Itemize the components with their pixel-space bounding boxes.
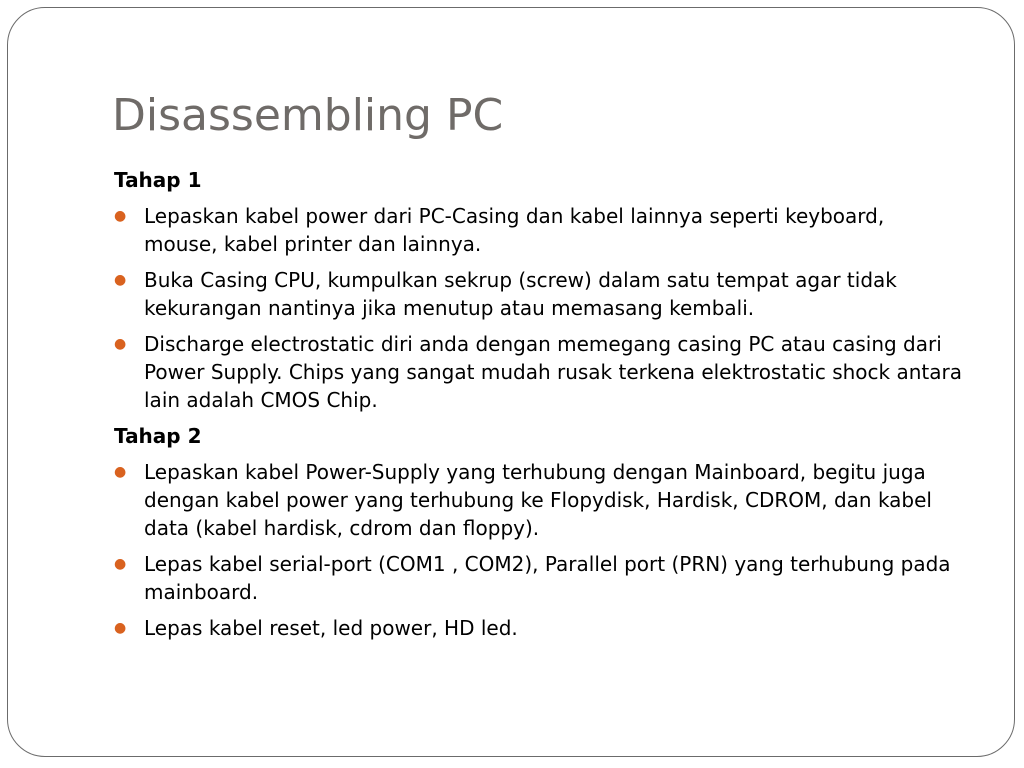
list-item-text: Lepaskan kabel Power-Supply yang terhubung dengan Mainboard, begitu juga dengan kabel power yang terhubung ke Flopydisk, Hardisk, CDROM, dan kabel data (kabel hardisk, cdrom dan floppy). (144, 460, 932, 540)
list-item-text: Buka Casing CPU, kumpulkan sekrup (screw) dalam satu tempat agar tidak kekurangan nantinya jika menutup atau memasang kembali. (144, 268, 897, 320)
list-item-text: Lepaskan kabel power dari PC-Casing dan kabel lainnya seperti keyboard, mouse, kabel printer dan lainnya. (144, 204, 885, 256)
list-item-text: Lepas kabel reset, led power, HD led. (144, 616, 518, 640)
list-item (114, 458, 964, 542)
slide-content (114, 166, 964, 650)
bullet-icon: ● (114, 208, 127, 224)
section-heading-tahap-2: Tahap 2 (114, 424, 202, 448)
list-item-text: Discharge electrostatic diri anda dengan memegang casing PC atau casing dari Power Supply. Chips yang sangat mudah rusak terkena elektrostatic shock antara lain adalah CMOS Chip. (144, 332, 962, 412)
slide-title: Disassembling PC (112, 90, 504, 141)
bullet-icon: ● (114, 620, 127, 636)
list-item (114, 614, 964, 642)
bullet-icon: ● (114, 556, 127, 572)
bullet-list-tahap-2 (114, 458, 964, 642)
section-heading-tahap-1: Tahap 1 (114, 168, 202, 192)
list-item (114, 330, 964, 414)
list-item (114, 550, 964, 606)
bullet-icon: ● (114, 336, 127, 352)
bullet-icon: ● (114, 464, 127, 480)
list-item (114, 202, 964, 258)
bullet-icon: ● (114, 272, 127, 288)
bullet-list-tahap-1 (114, 202, 964, 414)
list-item (114, 266, 964, 322)
list-item-text: Lepas kabel serial-port (COM1 , COM2), Parallel port (PRN) yang terhubung pada mainboard. (144, 552, 951, 604)
